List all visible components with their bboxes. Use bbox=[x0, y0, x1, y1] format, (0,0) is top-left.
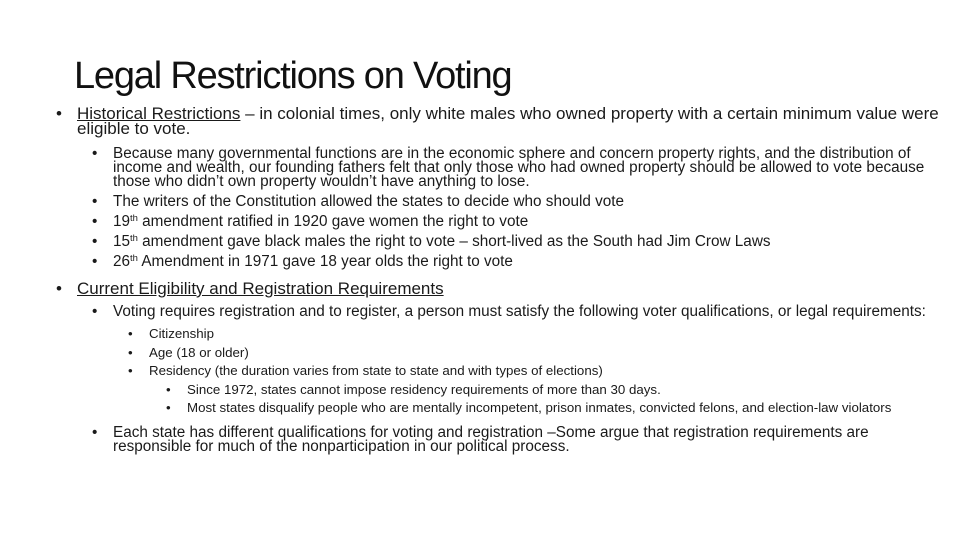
bullet-icon: • bbox=[128, 344, 133, 360]
bullet-icon: • bbox=[92, 233, 98, 250]
bullet-current-eligibility bbox=[56, 281, 946, 296]
amendment-15-text bbox=[113, 232, 946, 250]
amendment-19-text bbox=[113, 212, 946, 230]
amendment-26-text bbox=[113, 252, 946, 270]
sub-bullet-15th bbox=[92, 232, 946, 250]
historical-heading[interactable]: Historical Restrictions bbox=[77, 104, 241, 123]
residency-note-1972 bbox=[166, 383, 946, 397]
bullet-icon: • bbox=[166, 399, 171, 415]
historical-text bbox=[77, 106, 946, 136]
ordinal-suffix: th bbox=[130, 232, 138, 244]
qualification-residency bbox=[128, 364, 946, 379]
bullet-icon: • bbox=[92, 303, 98, 320]
citizenship-text: Citizenship bbox=[149, 326, 215, 341]
bullet-icon: • bbox=[128, 326, 133, 341]
slide-title: Legal Restrictions on Voting bbox=[74, 55, 512, 97]
sub-bullet-constitution bbox=[92, 195, 946, 209]
sub-bullet-each-state bbox=[92, 423, 946, 455]
sub-bullet-registration-requirements bbox=[92, 305, 946, 319]
qualification-citizenship bbox=[128, 327, 946, 342]
sub-bullet-19th bbox=[92, 212, 946, 230]
bullet-icon: • bbox=[92, 193, 98, 210]
amendment-number: 15 bbox=[113, 233, 131, 250]
property-text: Because many governmental functions are in the economic sphere and concern property rights, and the distribution of income and wealth, our founding fathers felt that only those who had owned property should be allowed to vote because those who didn’t own property wouldn’t have anything to lose. bbox=[113, 145, 925, 190]
residency-text: Residency (the duration varies from state to state and with types of elections) bbox=[149, 363, 603, 378]
current-eligibility-heading[interactable]: Current Eligibility and Registration Requirements bbox=[77, 279, 444, 298]
sub-bullet-26th bbox=[92, 252, 946, 270]
disqualify-text: Most states disqualify people who are mentally incompetent, prison inmates, convicted felons, and election-law violators bbox=[187, 399, 892, 415]
amendment-detail: amendment gave black males the right to vote – short-lived as the South had Jim Crow Laws bbox=[137, 233, 771, 250]
bullet-icon: • bbox=[56, 279, 62, 298]
sub-bullet-property bbox=[92, 147, 946, 189]
bullet-icon: • bbox=[128, 363, 133, 378]
historical-detail: – in colonial times, only white males who owned property with a certain minimum value were eligible to vote. bbox=[77, 104, 939, 138]
age-text: Age (18 or older) bbox=[149, 344, 249, 360]
each-state-text: Each state has different qualifications for voting and registration –Some argue that registration requirements are responsible for much of the nonparticipation in our political process. bbox=[113, 423, 869, 455]
amendment-number: 19 bbox=[113, 213, 131, 230]
bullet-historical-restrictions bbox=[56, 106, 946, 136]
bullet-icon: • bbox=[92, 253, 98, 270]
residency-note-disqualify bbox=[166, 401, 946, 415]
amendment-detail: Amendment in 1971 gave 18 year olds the right to vote bbox=[137, 253, 513, 270]
residency-1972-text: Since 1972, states cannot impose residency requirements of more than 30 days. bbox=[187, 381, 661, 397]
ordinal-suffix: th bbox=[130, 252, 138, 264]
amendment-number: 26 bbox=[113, 253, 131, 270]
amendment-detail: amendment ratified in 1920 gave women the right to vote bbox=[137, 213, 529, 230]
ordinal-suffix: th bbox=[130, 212, 138, 224]
bullet-icon: • bbox=[92, 213, 98, 230]
registration-requirements-text: Voting requires registration and to register, a person must satisfy the following voter qualifications, or legal requirements: bbox=[113, 303, 926, 320]
bullet-icon: • bbox=[56, 104, 62, 123]
bullet-icon: • bbox=[92, 145, 98, 162]
bullet-icon: • bbox=[92, 423, 98, 441]
constitution-text: The writers of the Constitution allowed the states to decide who should vote bbox=[113, 193, 625, 210]
qualification-age bbox=[128, 346, 946, 361]
bullet-icon: • bbox=[166, 381, 171, 397]
slide-body bbox=[56, 106, 946, 454]
